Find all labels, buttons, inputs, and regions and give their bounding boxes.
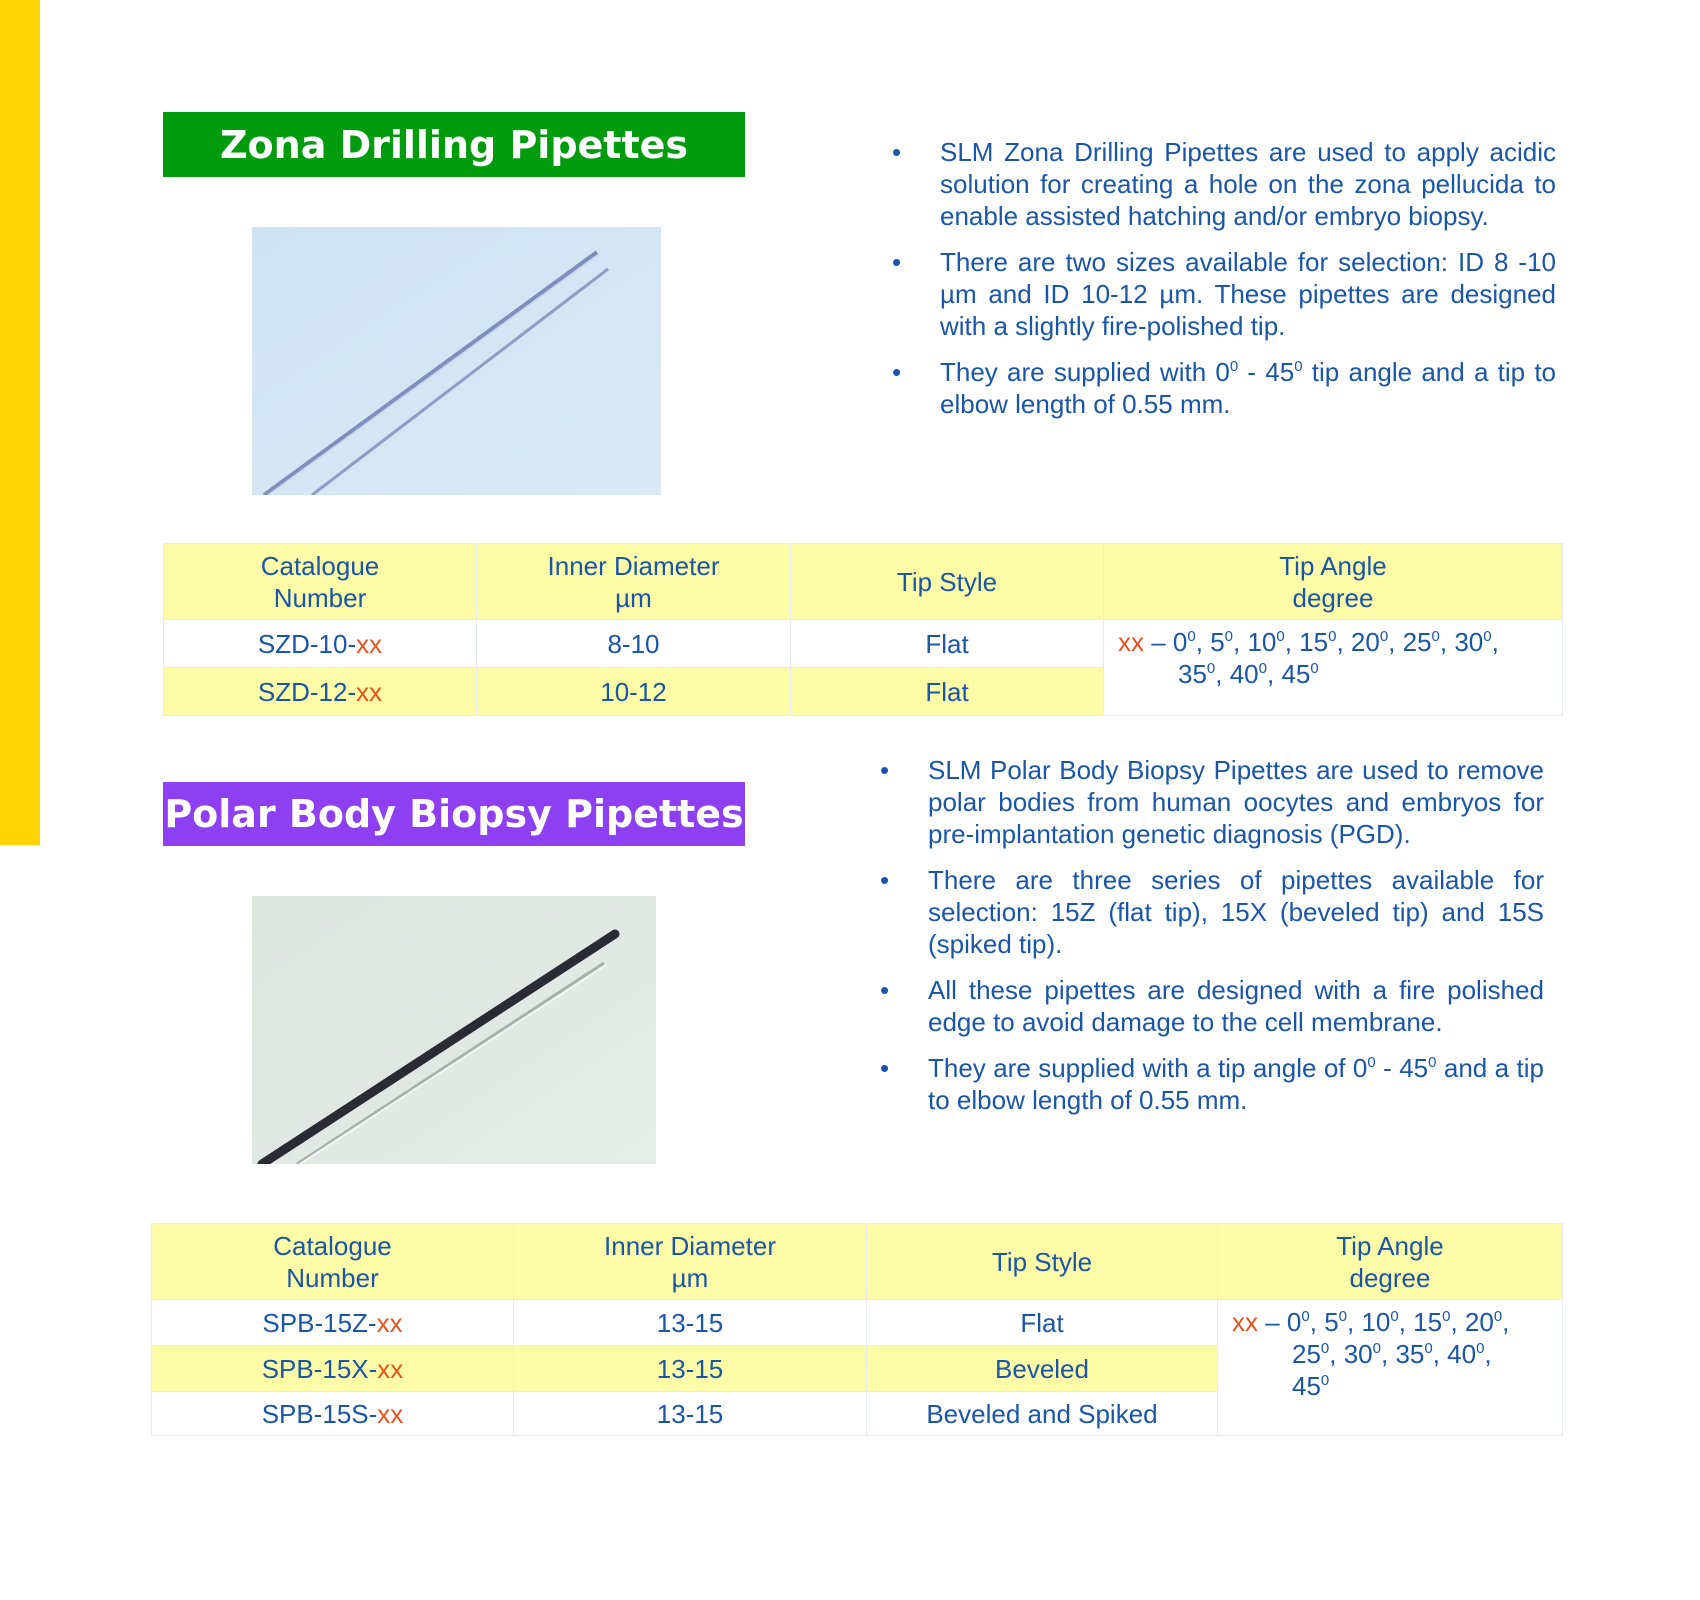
polar-bullet: • All these pipettes are designed with a fire polished edge to avoid damage to the cell membrane. <box>880 975 1544 1037</box>
zona-section-title: Zona Drilling Pipettes <box>163 112 745 177</box>
catalogue-number-cell: SZD-12-xx <box>164 668 477 716</box>
header-inner-diameter: Inner Diameter µm <box>477 544 791 620</box>
tip-style-cell: Flat <box>791 620 1104 668</box>
header-tip-angle: Tip Angle degree <box>1104 544 1563 620</box>
tip-style-cell: Beveled <box>867 1346 1218 1392</box>
header-tip-style: Tip Style <box>867 1224 1218 1300</box>
inner-diameter-cell: 13-15 <box>514 1392 867 1436</box>
catalogue-number-cell: SZD-10-xx <box>164 620 477 668</box>
zona-bullet: • SLM Zona Drilling Pipettes are used to apply acidic solution for creating a hole on the zona pellucida to enable assisted hatching and/or embryo biopsy. <box>892 137 1556 231</box>
zona-pipette-photo <box>252 227 661 495</box>
tip-angle-values: $25^0$, $30^0$, $35^0$, $40^0$, <box>1292 1339 1492 1369</box>
table-row <box>164 620 1563 668</box>
tip-style-cell: Flat <box>867 1300 1218 1346</box>
polar-bullet <box>876 1052 1544 1116</box>
tip-angle-values: $35^0$, $40^0$, $45^0$ <box>1178 659 1319 689</box>
bullet-dot-icon: • <box>892 357 902 387</box>
inner-diameter-cell: 8-10 <box>477 620 791 668</box>
polar-description-list <box>876 754 1544 1130</box>
header-catalogue-number: Catalogue Number <box>164 544 477 620</box>
tip-angle-cell <box>1218 1300 1563 1436</box>
tip-angle-values: $45^0$ <box>1292 1371 1330 1401</box>
tip-style-cell: Flat <box>791 668 1104 716</box>
tip-style-cell: Beveled and Spiked <box>867 1392 1218 1436</box>
bullet-dot-icon: • <box>880 755 890 785</box>
polar-pipette-photo <box>252 896 656 1164</box>
bullet-dot-icon: • <box>880 1053 890 1083</box>
polar-bullet-text: They are supplied with a tip angle of $0^0 - 45^0$ and a tip to elbow length of 0.55 mm. <box>928 1053 1544 1115</box>
polar-section-title: Polar Body Biopsy Pipettes <box>163 782 745 846</box>
table-row <box>152 1300 1563 1346</box>
bullet-dot-icon: • <box>892 137 902 167</box>
zona-description-list <box>888 136 1556 434</box>
catalogue-number-cell: SPB-15Z-xx <box>152 1300 514 1346</box>
polar-bullet: • SLM Polar Body Biopsy Pipettes are used to remove polar bodies from human oocytes and embryos for pre-implantation genetic diagnosis (PGD). <box>880 755 1544 849</box>
catalogue-number-cell: SPB-15X-xx <box>152 1346 514 1392</box>
inner-diameter-cell: 13-15 <box>514 1300 867 1346</box>
zona-bullet-text: They are supplied with $0^0 - 45^0$ tip angle and a tip to elbow length of 0.55 mm. <box>940 357 1557 419</box>
bullet-dot-icon: • <box>880 865 890 895</box>
zona-spec-table <box>163 543 1563 716</box>
polar-spec-table <box>151 1223 1563 1436</box>
header-inner-diameter: Inner Diameter µm <box>514 1224 867 1300</box>
tip-angle-values: xx – $0^0$, $5^0$, $10^0$, $15^0$, $20^0$, $25^0$, $30^0$, <box>1118 627 1499 657</box>
header-catalogue-number: Catalogue Number <box>152 1224 514 1300</box>
bullet-dot-icon: • <box>880 975 890 1005</box>
polar-bullet: • There are three series of pipettes available for selection: 15Z (flat tip), 15X (beveled tip) and 15S (spiked tip). <box>880 865 1544 959</box>
tip-angle-cell <box>1104 620 1563 716</box>
header-tip-style: Tip Style <box>791 544 1104 620</box>
side-accent-bar <box>0 0 40 845</box>
bullet-dot-icon: • <box>892 247 902 277</box>
tip-angle-values: xx – $0^0$, $5^0$, $10^0$, $15^0$, $20^0$, <box>1232 1307 1510 1337</box>
catalogue-number-cell: SPB-15S-xx <box>152 1392 514 1436</box>
zona-bullet <box>888 356 1556 420</box>
zona-bullet: • There are two sizes available for selection: ID 8 -10 µm and ID 10-12 µm. These pipettes are designed with a slightly fire-polished tip. <box>892 247 1556 341</box>
inner-diameter-cell: 13-15 <box>514 1346 867 1392</box>
header-tip-angle: Tip Angle degree <box>1218 1224 1563 1300</box>
inner-diameter-cell: 10-12 <box>477 668 791 716</box>
